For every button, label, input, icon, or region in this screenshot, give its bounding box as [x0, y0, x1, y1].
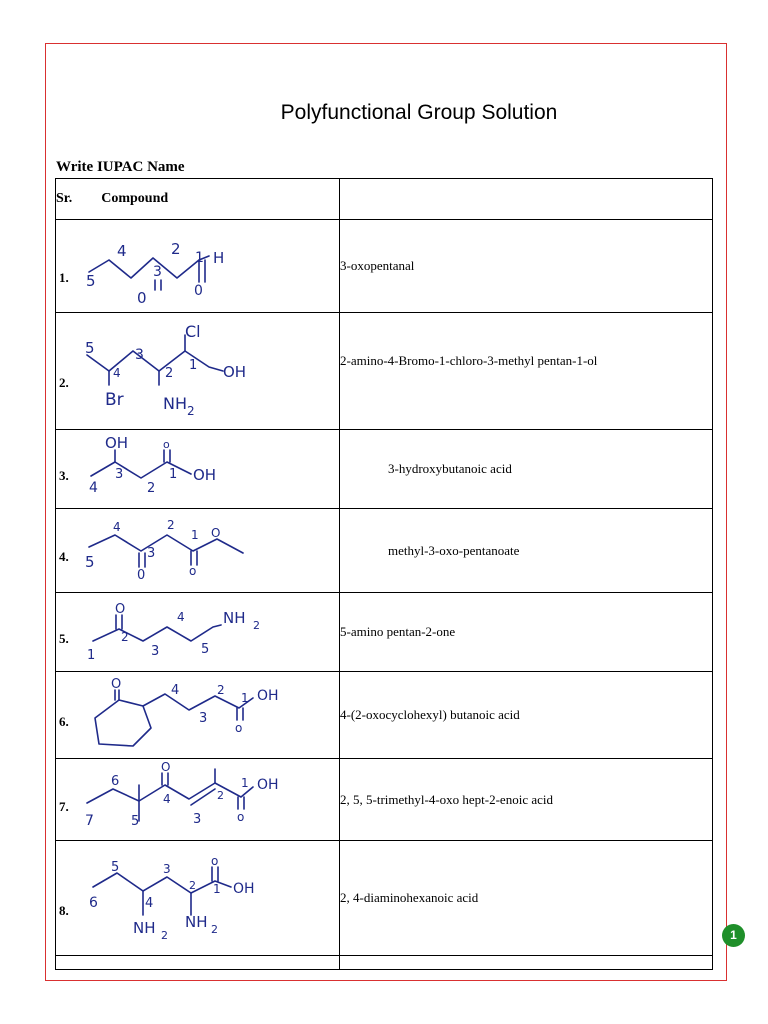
compound-cell	[56, 220, 340, 313]
svg-text:O: O	[115, 602, 126, 617]
svg-text:5: 5	[86, 272, 96, 290]
compound-cell	[56, 593, 340, 672]
table-header-row	[56, 179, 713, 220]
table-row	[56, 841, 713, 956]
svg-text:3: 3	[163, 862, 171, 876]
svg-text:OH: OH	[257, 777, 279, 793]
svg-text:6: 6	[89, 895, 98, 911]
svg-text:O: O	[161, 760, 171, 774]
svg-text:4: 4	[171, 683, 180, 698]
svg-text:O: O	[211, 526, 221, 540]
empty-cell	[340, 956, 713, 970]
svg-text:7: 7	[85, 813, 94, 829]
svg-text:3: 3	[193, 812, 202, 827]
svg-text:2: 2	[217, 789, 224, 802]
svg-text:3: 3	[147, 546, 156, 561]
structure-drawing-3	[81, 430, 331, 509]
svg-text:1: 1	[241, 691, 249, 705]
svg-text:5: 5	[85, 553, 95, 571]
svg-text:3: 3	[135, 347, 144, 363]
empty-cell	[56, 956, 340, 970]
compound-table	[55, 178, 713, 970]
svg-text:3: 3	[153, 264, 162, 280]
header-compound: Compound	[101, 191, 169, 206]
svg-text:0: 0	[137, 568, 146, 583]
table-row	[56, 430, 713, 509]
table-row	[56, 759, 713, 841]
table-row	[56, 509, 713, 593]
svg-text:1: 1	[213, 882, 221, 896]
svg-text:1: 1	[189, 358, 198, 373]
svg-text:2: 2	[165, 366, 174, 381]
svg-text:6: 6	[111, 774, 120, 789]
row-number: 7.	[59, 799, 69, 814]
svg-text:5: 5	[111, 860, 120, 875]
row-number: 2.	[59, 375, 69, 390]
svg-text:H: H	[213, 249, 225, 267]
svg-text:1: 1	[241, 776, 249, 790]
svg-text:2: 2	[211, 923, 218, 936]
svg-text:o: o	[235, 721, 243, 735]
svg-text:NH: NH	[163, 394, 187, 413]
svg-text:OH: OH	[105, 434, 129, 452]
section-heading: Write IUPAC Name	[56, 159, 185, 175]
svg-text:2: 2	[121, 630, 129, 644]
header-name	[340, 179, 713, 220]
iupac-name: 3-oxopentanal	[340, 220, 713, 313]
svg-text:2: 2	[187, 404, 195, 418]
row-number: 3.	[59, 468, 69, 483]
compound-cell	[56, 759, 340, 841]
structure-drawing-4	[81, 509, 331, 593]
page-title: Polyfunctional Group Solution	[280, 101, 558, 124]
svg-text:3: 3	[151, 644, 160, 659]
header-sr-compound	[56, 179, 340, 220]
svg-text:4: 4	[177, 610, 185, 624]
svg-text:0: 0	[137, 289, 147, 307]
svg-text:1: 1	[169, 467, 178, 482]
iupac-name: 3-hydroxybutanoic acid	[340, 430, 713, 509]
structure-drawing-6	[81, 672, 331, 759]
svg-text:OH: OH	[223, 363, 247, 381]
row-number: 5.	[59, 631, 69, 646]
svg-text:2: 2	[217, 683, 225, 697]
table-row	[56, 672, 713, 759]
compound-cell	[56, 509, 340, 593]
svg-text:5: 5	[131, 814, 140, 829]
svg-text:o: o	[189, 564, 197, 578]
page-number-badge: 1	[722, 924, 745, 947]
svg-text:2: 2	[253, 619, 260, 632]
svg-text:OH: OH	[193, 466, 217, 484]
svg-text:0: 0	[194, 283, 203, 299]
table-row	[56, 313, 713, 430]
svg-text:o: o	[163, 438, 170, 451]
structure-drawing-1	[81, 220, 331, 313]
row-number: 1.	[59, 270, 69, 285]
svg-text:o: o	[211, 854, 219, 868]
svg-text:5: 5	[85, 339, 95, 357]
table-empty-row	[56, 956, 713, 970]
iupac-name: 2, 4-diaminohexanoic acid	[340, 841, 713, 956]
compound-cell	[56, 430, 340, 509]
table-row	[56, 593, 713, 672]
svg-text:NH: NH	[133, 919, 156, 937]
svg-text:2: 2	[167, 518, 175, 532]
svg-text:Cl: Cl	[185, 322, 201, 341]
svg-text:1: 1	[87, 648, 96, 663]
compound-cell	[56, 672, 340, 759]
compound-cell	[56, 841, 340, 956]
svg-text:o: o	[237, 810, 245, 824]
row-number: 8.	[59, 903, 69, 918]
structure-drawing-7	[81, 759, 331, 841]
structure-drawing-8	[81, 841, 331, 956]
svg-text:4: 4	[89, 480, 98, 496]
svg-text:3: 3	[199, 711, 208, 726]
header-sr: Sr.	[56, 191, 73, 206]
svg-text:Br: Br	[105, 390, 124, 410]
iupac-name: 4-(2-oxocyclohexyl) butanoic acid	[340, 672, 713, 759]
svg-text:2: 2	[147, 481, 156, 496]
svg-text:2: 2	[189, 879, 196, 892]
iupac-name: methyl-3-oxo-pentanoate	[340, 509, 713, 593]
svg-text:2: 2	[161, 929, 168, 942]
svg-text:2: 2	[171, 240, 181, 258]
structure-drawing-5	[81, 593, 331, 672]
svg-text:4: 4	[117, 242, 127, 260]
svg-text:4: 4	[145, 896, 154, 911]
row-number: 6.	[59, 714, 69, 729]
structure-drawing-2	[81, 313, 331, 430]
svg-text:4: 4	[113, 366, 121, 380]
iupac-name: 2-amino-4-Bromo-1-chloro-3-methyl pentan-1-ol	[340, 313, 713, 430]
svg-text:4: 4	[163, 792, 171, 806]
row-number: 4.	[59, 549, 69, 564]
svg-text:OH: OH	[233, 881, 255, 897]
svg-text:3: 3	[115, 467, 124, 482]
svg-text:NH: NH	[223, 609, 246, 627]
svg-text:4: 4	[113, 520, 121, 534]
svg-text:5: 5	[201, 642, 210, 657]
svg-text:NH: NH	[185, 913, 208, 931]
iupac-name: 5-amino pentan-2-one	[340, 593, 713, 672]
svg-text:O: O	[111, 677, 122, 692]
compound-cell	[56, 313, 340, 430]
svg-text:1: 1	[195, 250, 204, 266]
svg-text:1: 1	[191, 528, 199, 542]
svg-text:OH: OH	[257, 688, 279, 704]
table-row	[56, 220, 713, 313]
iupac-name: 2, 5, 5-trimethyl-4-oxo hept-2-enoic acid	[340, 759, 713, 841]
